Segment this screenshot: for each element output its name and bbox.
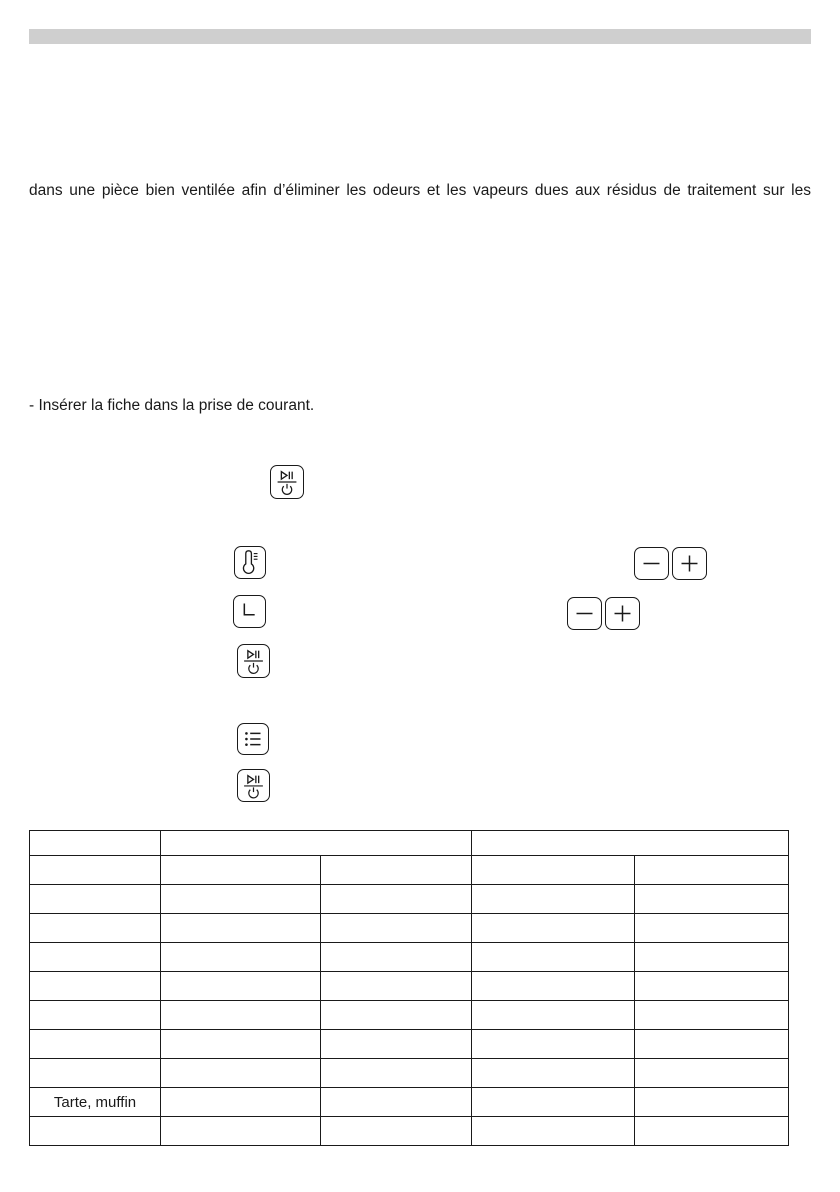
table-cell bbox=[472, 972, 635, 1001]
table-cell bbox=[472, 1030, 635, 1059]
clock-icon bbox=[233, 595, 266, 628]
table-cell bbox=[30, 1001, 161, 1030]
table-cell bbox=[321, 943, 472, 972]
table-cell bbox=[635, 972, 789, 1001]
table-cell bbox=[472, 1088, 635, 1117]
minus-icon bbox=[634, 547, 669, 580]
menu-list-icon bbox=[237, 723, 269, 755]
table-cell bbox=[161, 972, 321, 1001]
table-cell bbox=[30, 1059, 161, 1088]
table-cell bbox=[472, 1059, 635, 1088]
table-cell bbox=[161, 1059, 321, 1088]
table-cell bbox=[472, 943, 635, 972]
instruction-text: - Insérer la fiche dans la prise de courant. bbox=[29, 397, 315, 414]
table-cell bbox=[472, 1117, 635, 1146]
table-cell bbox=[321, 1088, 472, 1117]
table-subheader-cell bbox=[321, 856, 472, 885]
start-pause-power-icon bbox=[237, 769, 270, 802]
table-cell bbox=[321, 1059, 472, 1088]
table-cell bbox=[321, 1030, 472, 1059]
table-cell bbox=[472, 1001, 635, 1030]
table-cell bbox=[635, 885, 789, 914]
table-cell bbox=[635, 1117, 789, 1146]
table-cell bbox=[161, 1088, 321, 1117]
table-row bbox=[30, 1088, 789, 1117]
table-cell bbox=[161, 885, 321, 914]
plus-icon bbox=[672, 547, 707, 580]
table-cell bbox=[635, 1030, 789, 1059]
table-cell bbox=[472, 885, 635, 914]
table-header-cell bbox=[30, 831, 161, 856]
table-cell bbox=[30, 1030, 161, 1059]
body-text-line: dans une pièce bien ventilée afin d’éliminer les odeurs et les vapeurs dues aux résidus de traitement sur les bbox=[29, 182, 811, 199]
start-pause-power-icon bbox=[237, 644, 270, 678]
table-cell bbox=[635, 943, 789, 972]
table-subheader-row bbox=[30, 856, 789, 885]
table-row bbox=[30, 885, 789, 914]
table-row bbox=[30, 972, 789, 1001]
table-subheader-cell bbox=[472, 856, 635, 885]
table-subheader-cell bbox=[161, 856, 321, 885]
table-cell bbox=[321, 914, 472, 943]
table-cell bbox=[321, 885, 472, 914]
table-cell bbox=[472, 914, 635, 943]
table-row bbox=[30, 1059, 789, 1088]
table-cell bbox=[161, 1001, 321, 1030]
table-cell: Tarte, muffin bbox=[30, 1088, 161, 1117]
plus-icon bbox=[605, 597, 640, 630]
table-header-cell bbox=[161, 831, 472, 856]
table-row bbox=[30, 914, 789, 943]
table-cell bbox=[161, 943, 321, 972]
table-cell bbox=[321, 1117, 472, 1146]
table-header-row bbox=[30, 831, 789, 856]
table-cell bbox=[161, 1030, 321, 1059]
table-cell bbox=[30, 1117, 161, 1146]
table-row bbox=[30, 1117, 789, 1146]
minus-icon bbox=[567, 597, 602, 630]
table-row bbox=[30, 943, 789, 972]
table-subheader-cell bbox=[635, 856, 789, 885]
start-pause-power-icon bbox=[270, 465, 304, 499]
table-subheader-cell bbox=[30, 856, 161, 885]
table-row bbox=[30, 1030, 789, 1059]
table-cell bbox=[161, 914, 321, 943]
table-cell bbox=[30, 943, 161, 972]
table-cell bbox=[30, 972, 161, 1001]
table-cell bbox=[30, 885, 161, 914]
table-row bbox=[30, 1001, 789, 1030]
table-header-cell bbox=[472, 831, 789, 856]
thermometer-icon bbox=[234, 546, 266, 579]
table-cell bbox=[635, 914, 789, 943]
table-cell bbox=[321, 972, 472, 1001]
table-cell bbox=[635, 1001, 789, 1030]
table-cell bbox=[635, 1059, 789, 1088]
table-cell bbox=[635, 1088, 789, 1117]
cooking-table bbox=[29, 830, 789, 1146]
table-cell bbox=[30, 914, 161, 943]
table-cell bbox=[321, 1001, 472, 1030]
header-bar bbox=[29, 29, 811, 44]
table-cell bbox=[161, 1117, 321, 1146]
